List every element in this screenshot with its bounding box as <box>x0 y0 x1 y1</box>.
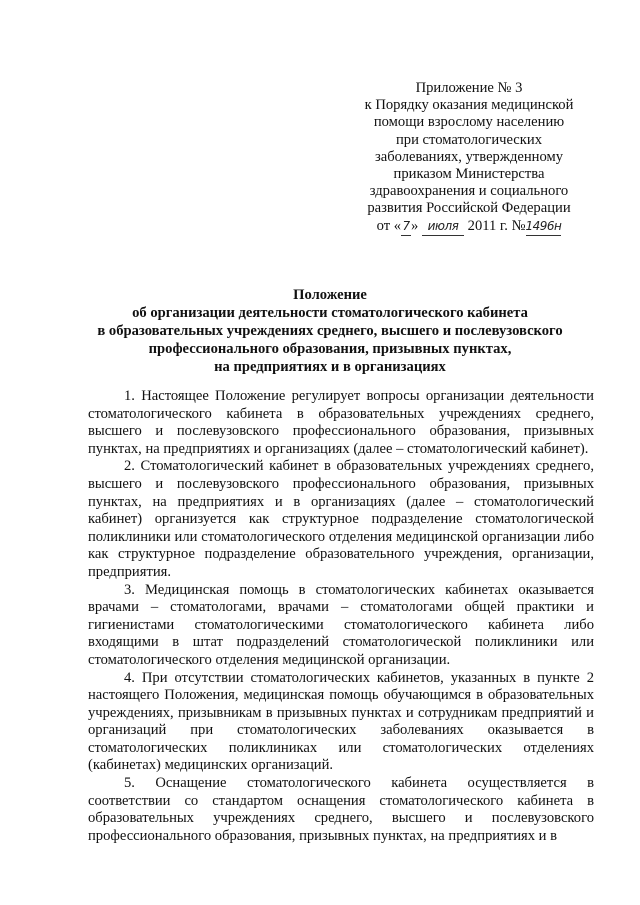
appendix-line: к Порядку оказания медицинской <box>364 97 574 114</box>
handwritten-order-number: 1496н <box>526 218 562 236</box>
date-year: 2011 г. № <box>467 217 526 234</box>
appendix-line: развития Российской Федерации <box>367 200 571 217</box>
appendix-line: Приложение № 3 <box>415 80 523 96</box>
appendix-line: приказом Министерства <box>393 166 545 183</box>
document-title <box>80 286 580 376</box>
paragraph-4: 4. При отсутствии стоматологических кабинетов, указанных в пункте 2 настоящего Положения, медицинская помощь обучающимся в образовательных учреждениях, призывникам в призывных пунктах и сотрудникам предприятий и организаций при стоматологических заболеваниях оказывается в стоматологических поликлиниках или стоматологических отделениях (кабинетах) медицинских организаций. <box>88 669 594 774</box>
appendix-line: заболеваниях, утвержденному <box>374 148 564 165</box>
appendix-line: при стоматологических <box>395 131 542 148</box>
paragraph-1: 1. Настоящее Положение регулирует вопросы организации деятельности стоматологического кабинета в образовательных учреждениях среднего, высшего и послевузовского профессионального образования, призывных пунктах, на предприятиях и организациях (далее – стоматологический кабинет). <box>88 388 594 457</box>
title-line: в образовательных учреждениях среднего, высшего и послевузовского <box>97 323 563 339</box>
title-line: об организации деятельности стоматологического кабинета <box>132 305 528 321</box>
appendix-line: помощи взрослому населению <box>373 114 565 131</box>
title-line: на предприятиях и в организациях <box>214 359 446 375</box>
date-mid: » <box>411 217 419 234</box>
appendix-line: здравоохранения и социального <box>369 183 569 200</box>
paragraph-2: 2. Стоматологический кабинет в образовательных учреждениях среднего, высшего и послевузовского профессионального образования, призывных пунктах, на предприятиях и в организациях (далее – стоматологический кабинет) организуется как структурное подразделение стоматологической поликлиники или стоматологического отделения медицинской организации либо как структурное подразделение образовательного учреждения, организации, предприятия. <box>88 458 594 580</box>
paragraph-5: 5. Оснащение стоматологического кабинета осуществляется в соответствии со стандартом оснащения стоматологического кабинета в образовательных учреждениях среднего, высшего и послевузовского профессионального образования, призывных пунктах, на предприятиях и в <box>88 775 594 844</box>
paragraph-3: 3. Медицинская помощь в стоматологических кабинетах оказывается врачами – стоматологами, врачами – стоматологами общей практики и гигиенистами стоматологическими стоматологического кабинета либо входящими в штат подразделений стоматологической поликлиники или стоматологического отделения медицинской организации. <box>88 581 594 668</box>
date-prefix: от « <box>376 217 402 234</box>
title-line: профессионального образования, призывных пунктах, <box>148 341 512 357</box>
appendix-block <box>350 80 588 236</box>
title-line: Положение <box>293 287 367 303</box>
document-body <box>88 388 594 845</box>
handwritten-day: 7 <box>401 218 411 236</box>
order-date-line <box>350 218 588 236</box>
handwritten-month: июля <box>422 218 464 236</box>
